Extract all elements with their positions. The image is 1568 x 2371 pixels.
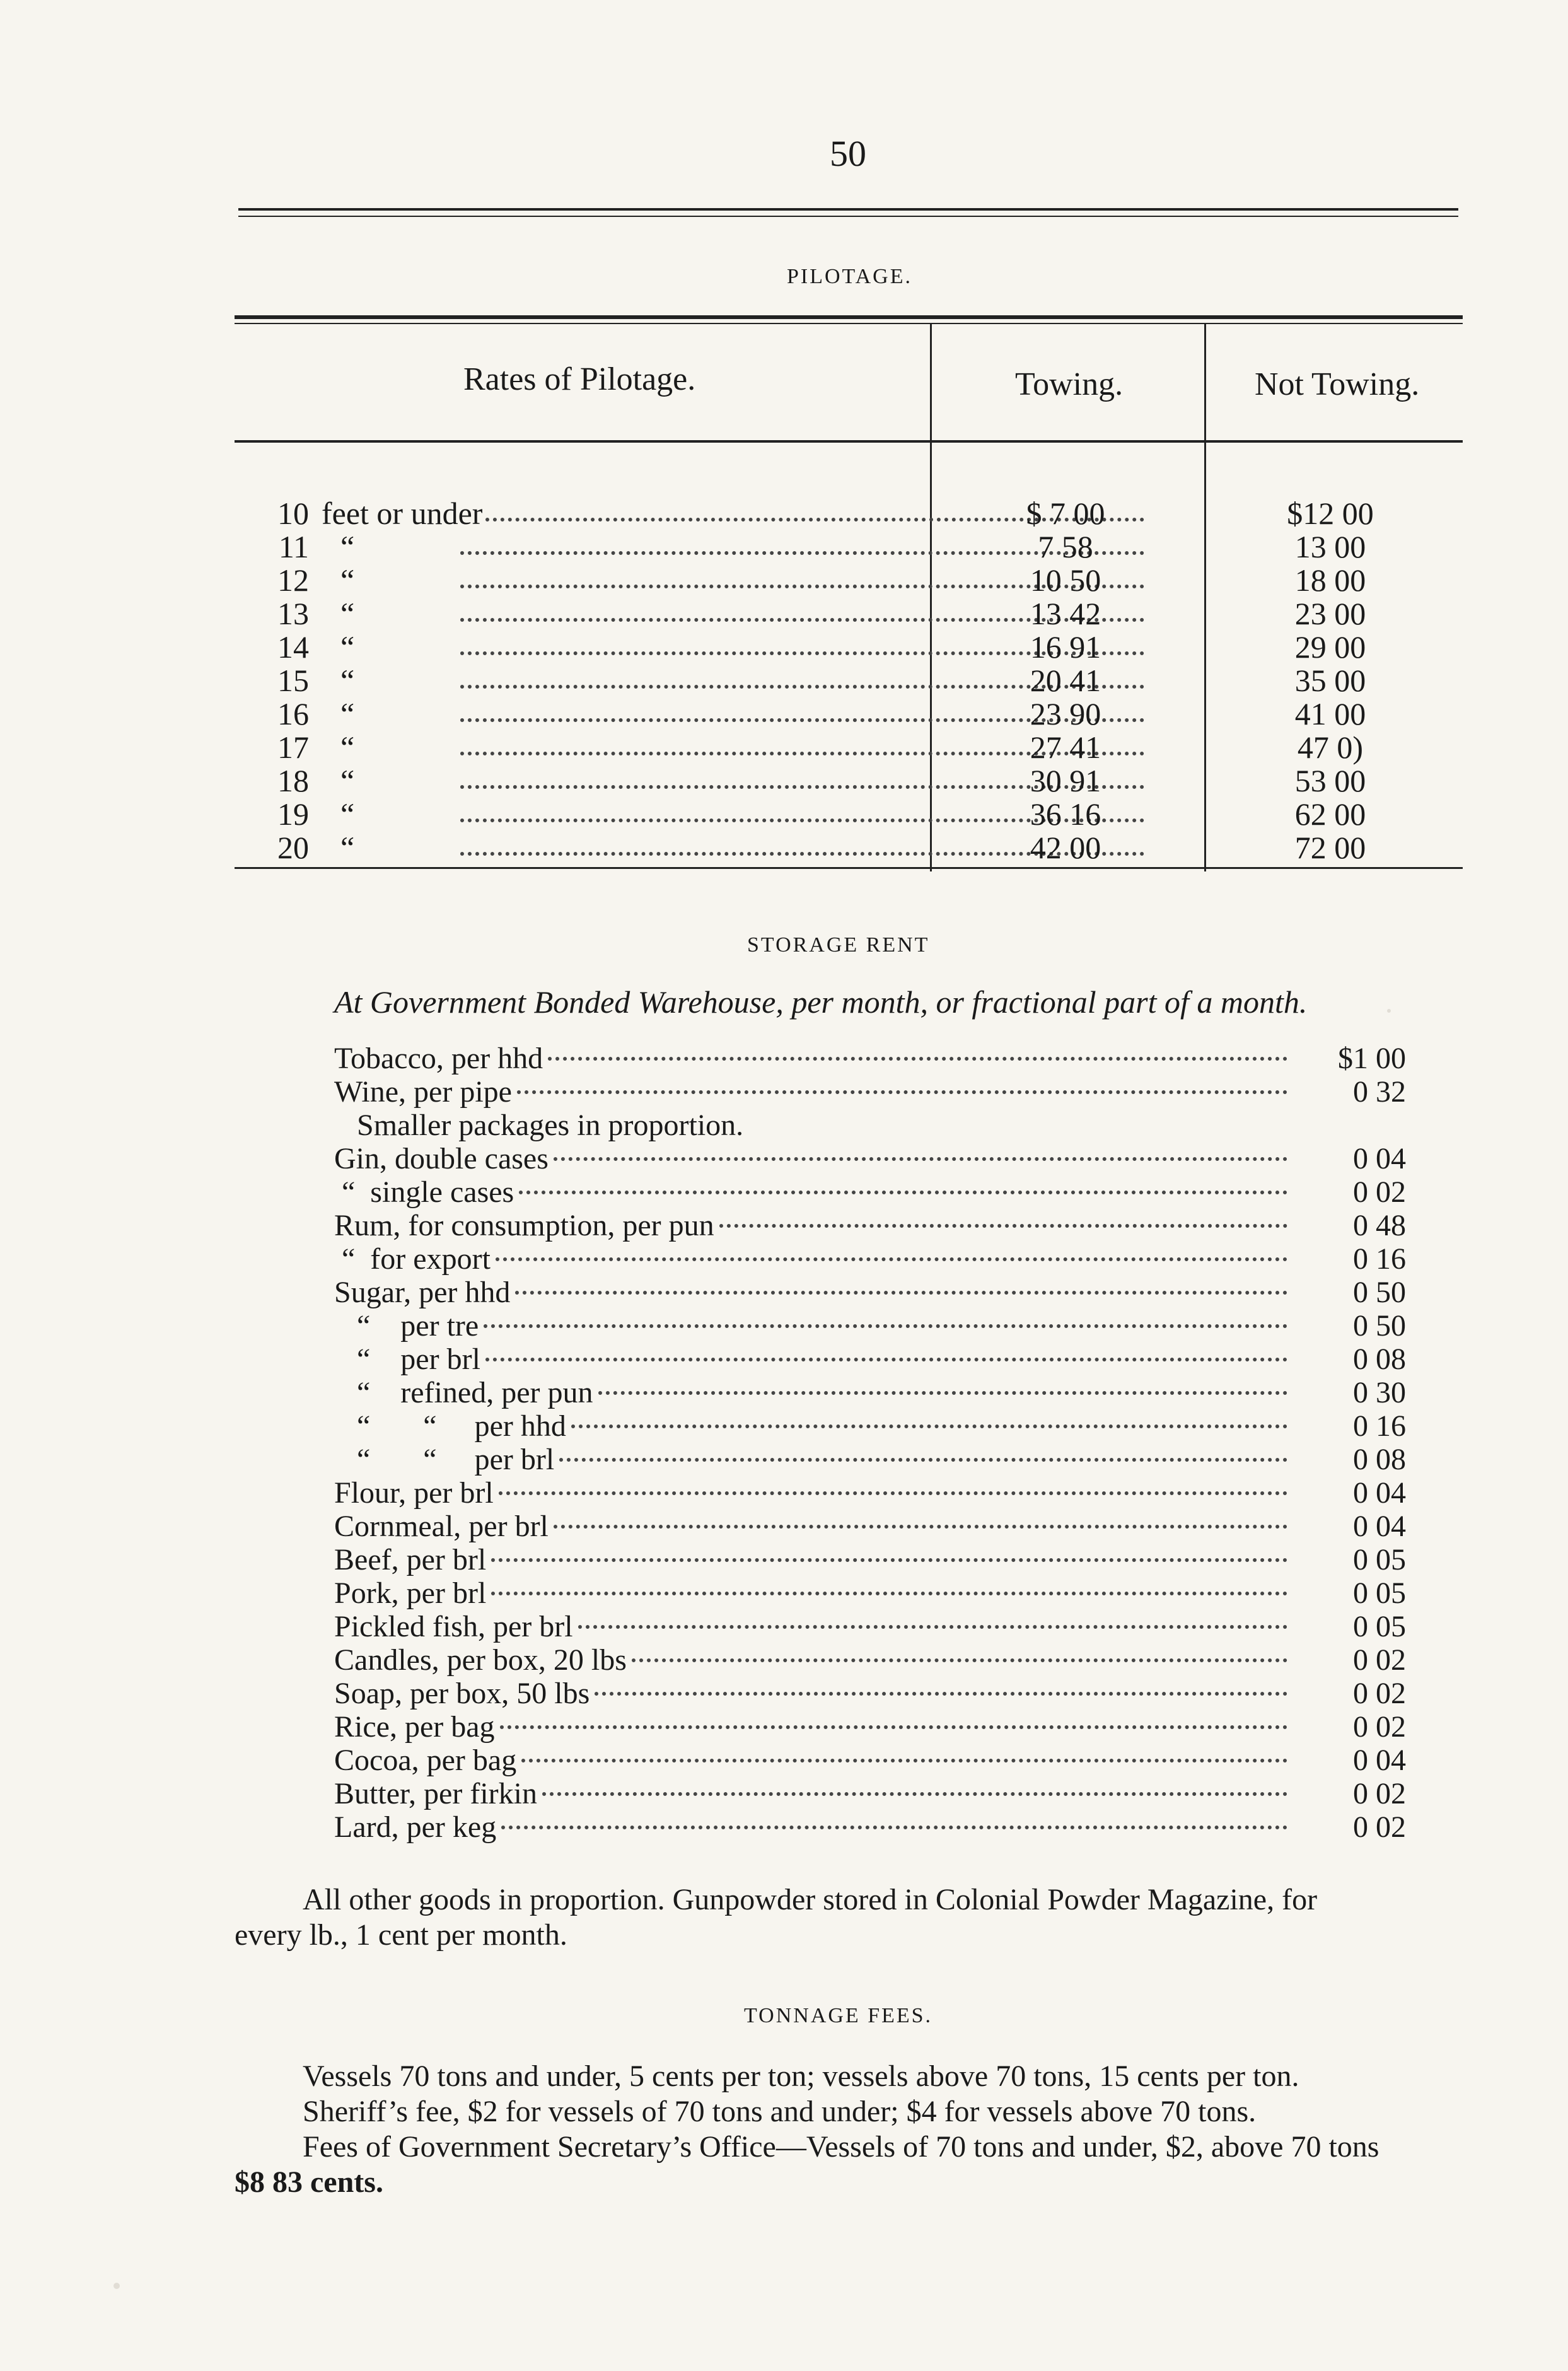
dot-leader <box>548 1057 1287 1061</box>
pilotage-row <box>233 496 1494 530</box>
pilotage-row <box>233 697 1494 731</box>
header-towing: Towing. <box>1015 366 1124 402</box>
storage-item <box>334 1276 1406 1310</box>
pilotage-header-rule <box>235 440 1463 443</box>
pilotage-row <box>233 630 1494 664</box>
feet-unit: “ <box>340 663 355 698</box>
storage-item <box>334 1042 1406 1076</box>
not-towing-rate: 72 00 <box>1294 830 1366 865</box>
dot-leader <box>491 1558 1287 1562</box>
storage-item <box>334 1242 1406 1276</box>
storage-item-price: 0 02 <box>1353 1643 1406 1677</box>
storage-item <box>334 1777 1406 1811</box>
feet-value: 18 <box>277 763 309 798</box>
not-towing-rate: 53 00 <box>1294 763 1366 798</box>
storage-item <box>334 1810 1406 1844</box>
not-towing-rate: 29 00 <box>1294 629 1366 665</box>
storage-item-price: 0 02 <box>1353 1777 1406 1810</box>
dot-leader <box>499 1491 1287 1495</box>
dot-leader <box>521 1759 1287 1762</box>
pilotage-row <box>233 663 1494 697</box>
dot-leader <box>496 1257 1287 1261</box>
dot-leader <box>517 1090 1287 1094</box>
feet-value: 13 <box>277 596 309 631</box>
storage-note-line-2: every lb., 1 cent per month. <box>235 1918 567 1952</box>
storage-item <box>334 1744 1406 1778</box>
feet-value: 14 <box>277 629 309 665</box>
towing-rate: 7 58 <box>1038 529 1093 564</box>
feet-unit: “ <box>340 830 355 865</box>
storage-item-price: 0 05 <box>1353 1576 1406 1610</box>
pilotage-row <box>233 764 1494 798</box>
storage-item-price: 0 05 <box>1353 1610 1406 1643</box>
storage-item <box>334 1710 1406 1744</box>
storage-item-label: Cornmeal, per brl <box>334 1510 549 1543</box>
storage-item <box>334 1376 1406 1410</box>
pilotage-title: PILOTAGE. <box>787 265 912 288</box>
pilotage-row <box>233 530 1494 564</box>
not-towing-rate: 13 00 <box>1294 529 1366 564</box>
feet-value: 11 <box>278 529 309 564</box>
pilotage-row <box>233 563 1494 597</box>
storage-item <box>334 1142 1406 1176</box>
storage-item-price: 0 50 <box>1353 1276 1406 1309</box>
page-number: 50 <box>830 133 866 174</box>
storage-item-label: “ per brl <box>334 1343 480 1376</box>
dot-leader <box>598 1391 1287 1395</box>
header-not-towing: Not Towing. <box>1255 366 1420 402</box>
storage-item-label: “ single cases <box>334 1175 514 1209</box>
storage-item <box>334 1543 1406 1577</box>
storage-item-price: 0 02 <box>1353 1810 1406 1844</box>
storage-item-price: 0 08 <box>1353 1343 1406 1376</box>
storage-item <box>334 1175 1406 1209</box>
feet-value: 19 <box>277 796 309 832</box>
not-towing-rate: 62 00 <box>1294 796 1366 832</box>
pilotage-row <box>233 730 1494 764</box>
feet-unit: “ <box>340 730 355 765</box>
feet-unit: “ <box>340 696 355 731</box>
pilotage-table-bottom-rule <box>235 867 1463 869</box>
storage-item <box>334 1510 1406 1544</box>
tonnage-line-4: $8 83 cents. <box>235 2165 383 2199</box>
top-rule-2 <box>238 216 1458 217</box>
paper-speck <box>1387 1009 1391 1013</box>
storage-item-price: 0 04 <box>1353 1744 1406 1777</box>
storage-item-price: 0 32 <box>1353 1075 1406 1109</box>
tonnage-fees-title: TONNAGE FEES. <box>744 2004 933 2027</box>
dot-leader <box>571 1424 1287 1428</box>
storage-item-price: 0 48 <box>1353 1209 1406 1242</box>
not-towing-rate: $12 00 <box>1287 496 1374 531</box>
towing-rate: 42 00 <box>1030 830 1101 865</box>
storage-item-label: Tobacco, per hhd <box>334 1042 543 1075</box>
storage-note-line-1: All other goods in proportion. Gunpowder stored in Colonial Powder Magazine, for <box>303 1883 1318 1916</box>
dot-leader <box>632 1658 1287 1662</box>
feet-unit: “ <box>340 763 355 798</box>
not-towing-rate: 41 00 <box>1294 696 1366 731</box>
paper-speck <box>113 2283 120 2289</box>
feet-unit: “ <box>340 629 355 665</box>
storage-item-label: “ “ per hhd <box>334 1409 566 1443</box>
dot-leader <box>719 1224 1287 1228</box>
towing-rate: 23 90 <box>1030 696 1101 731</box>
top-rule-1 <box>238 208 1458 211</box>
dot-leader <box>519 1191 1287 1194</box>
dot-leader <box>500 1725 1287 1729</box>
feet-value: 17 <box>277 730 309 765</box>
tonnage-line-3: Fees of Government Secretary’s Office—Vessels of 70 tons and under, $2, above 70 tons <box>303 2130 1379 2164</box>
towing-rate: 20 41 <box>1030 663 1101 698</box>
feet-unit: feet or under <box>322 496 483 531</box>
storage-item-label: “ “ per brl <box>334 1443 555 1476</box>
storage-item-price: 0 50 <box>1353 1309 1406 1343</box>
dot-leader <box>595 1692 1287 1696</box>
storage-item-label: Cocoa, per bag <box>334 1744 517 1777</box>
storage-item-price: 0 16 <box>1353 1242 1406 1276</box>
feet-value: 20 <box>277 830 309 865</box>
dot-leader <box>515 1291 1287 1295</box>
towing-rate: 27 41 <box>1030 730 1101 765</box>
storage-item-label: Candles, per box, 20 lbs <box>334 1643 627 1677</box>
dot-leader <box>542 1792 1287 1796</box>
storage-item <box>334 1610 1406 1644</box>
pilotage-table-top-rule <box>235 315 1463 319</box>
feet-unit: “ <box>340 796 355 832</box>
header-rates-of-pilotage: Rates of Pilotage. <box>463 361 696 397</box>
storage-note <box>334 1109 1406 1143</box>
storage-item <box>334 1309 1406 1343</box>
storage-item-price: 0 16 <box>1353 1409 1406 1443</box>
storage-item-price: 0 02 <box>1353 1677 1406 1710</box>
storage-item-label: Flour, per brl <box>334 1476 494 1510</box>
storage-item-label: “ for export <box>334 1242 491 1276</box>
storage-item-label: Pickled fish, per brl <box>334 1610 573 1643</box>
towing-rate: $ 7 00 <box>1026 496 1105 531</box>
storage-item <box>334 1576 1406 1611</box>
tonnage-line-2: Sheriff’s fee, $2 for vessels of 70 tons and under; $4 for vessels above 70 tons. <box>303 2095 1257 2128</box>
storage-item-price: 0 04 <box>1353 1142 1406 1175</box>
towing-rate: 30 91 <box>1030 763 1101 798</box>
dot-leader <box>484 1324 1287 1328</box>
feet-value: 12 <box>277 562 309 598</box>
storage-item-label: Rum, for consumption, per pun <box>334 1209 714 1242</box>
storage-item-price: 0 04 <box>1353 1510 1406 1543</box>
storage-item-label: Soap, per box, 50 lbs <box>334 1677 590 1710</box>
storage-item <box>334 1075 1406 1109</box>
storage-item-label: Butter, per firkin <box>334 1777 537 1810</box>
storage-item-label: Lard, per keg <box>334 1810 497 1844</box>
storage-item-label: “ refined, per pun <box>334 1376 593 1409</box>
tonnage-line-1: Vessels 70 tons and under, 5 cents per ton; vessels above 70 tons, 15 cents per ton. <box>303 2059 1299 2093</box>
dot-leader <box>578 1625 1287 1629</box>
not-towing-rate: 23 00 <box>1294 596 1366 631</box>
not-towing-rate: 47 0) <box>1297 730 1364 765</box>
storage-item <box>334 1443 1406 1477</box>
towing-rate: 36 16 <box>1030 796 1101 832</box>
feet-unit: “ <box>340 529 355 564</box>
dot-leader <box>501 1826 1287 1829</box>
storage-item-price: 0 02 <box>1353 1175 1406 1209</box>
storage-item <box>334 1209 1406 1243</box>
not-towing-rate: 18 00 <box>1294 562 1366 598</box>
dot-leader <box>559 1458 1287 1462</box>
dot-leader <box>554 1525 1287 1529</box>
storage-rent-subtitle: At Government Bonded Warehouse, per month, or fractional part of a month. <box>334 984 1308 1020</box>
storage-item <box>334 1643 1406 1677</box>
dot-leader <box>554 1157 1287 1161</box>
storage-item <box>334 1343 1406 1377</box>
storage-item-label: Gin, double cases <box>334 1142 549 1175</box>
pilotage-row <box>233 597 1494 631</box>
storage-item-label: Pork, per brl <box>334 1576 487 1610</box>
storage-item-label: Sugar, per hhd <box>334 1276 511 1309</box>
storage-item <box>334 1677 1406 1711</box>
storage-item-label: Beef, per brl <box>334 1543 487 1576</box>
storage-item-price: 0 30 <box>1353 1376 1406 1409</box>
pilotage-table-top-rule-thin <box>235 323 1463 324</box>
feet-value: 15 <box>277 663 309 698</box>
dot-leader <box>491 1592 1287 1595</box>
storage-item-label: “ per tre <box>334 1309 479 1343</box>
storage-item <box>334 1476 1406 1510</box>
storage-item <box>334 1409 1406 1443</box>
storage-rent-title: STORAGE RENT <box>747 933 930 957</box>
storage-item-price: 0 05 <box>1353 1543 1406 1576</box>
storage-item-label: Smaller packages in proportion. <box>334 1109 744 1142</box>
feet-unit: “ <box>340 596 355 631</box>
towing-rate: 13 42 <box>1030 596 1101 631</box>
dot-leader <box>485 1358 1287 1361</box>
storage-item-price: $1 00 <box>1338 1042 1406 1075</box>
towing-rate: 10 50 <box>1030 562 1101 598</box>
storage-item-price: 0 04 <box>1353 1476 1406 1510</box>
pilotage-row <box>233 830 1494 865</box>
feet-value: 16 <box>277 696 309 731</box>
storage-item-price: 0 02 <box>1353 1710 1406 1744</box>
feet-unit: “ <box>340 562 355 598</box>
storage-item-price: 0 08 <box>1353 1443 1406 1476</box>
pilotage-row <box>233 797 1494 831</box>
not-towing-rate: 35 00 <box>1294 663 1366 698</box>
storage-item-label: Rice, per bag <box>334 1710 495 1744</box>
storage-item-label: Wine, per pipe <box>334 1075 512 1109</box>
feet-value: 10 <box>277 496 309 531</box>
towing-rate: 16 91 <box>1030 629 1101 665</box>
